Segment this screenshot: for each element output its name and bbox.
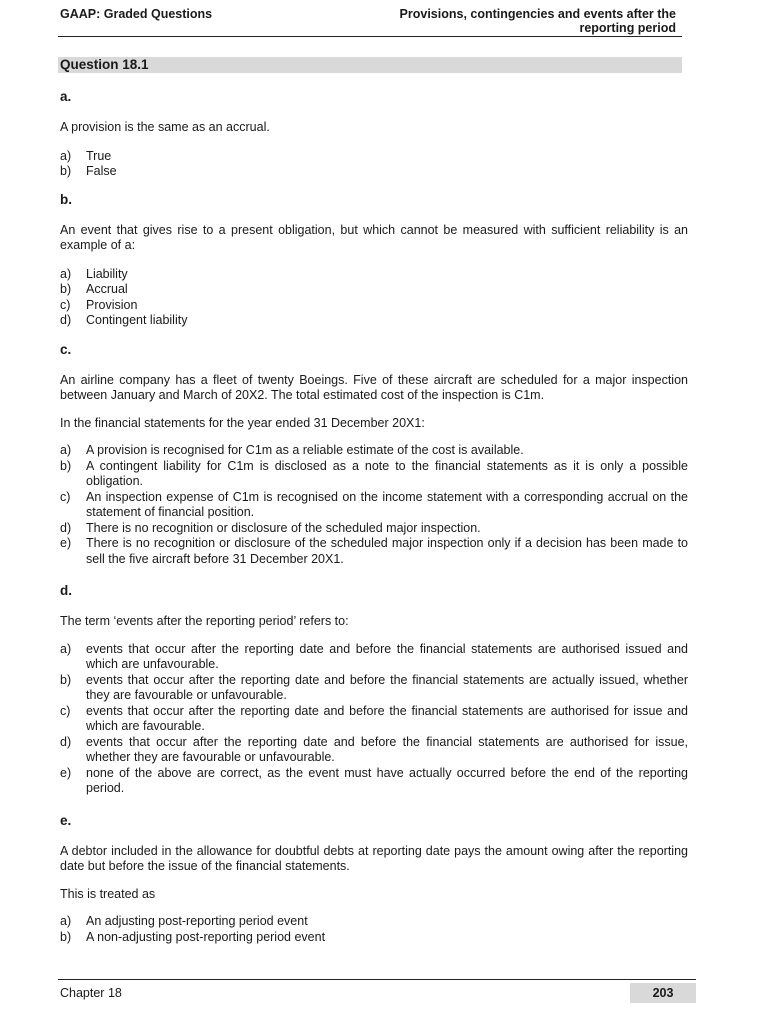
option-item [60, 536, 688, 567]
header-chapter-title-line1: Provisions, contingencies and events after the [399, 7, 676, 21]
page-content [58, 57, 688, 945]
option-letter: a) [60, 148, 72, 163]
question-text: An event that gives rise to a present obligation, but which cannot be measured with sufficient reliability is an example of a: [60, 222, 688, 252]
option-letter: b) [60, 282, 72, 296]
question-part-e [58, 813, 688, 946]
part-label: a. [60, 89, 72, 104]
option-list [60, 914, 688, 945]
option-letter: b) [60, 164, 72, 178]
option-item [60, 313, 688, 329]
question-part-d [58, 583, 688, 797]
option-letter: d) [60, 734, 72, 749]
option-text: There is no recognition or disclosure of the scheduled major inspection. [86, 520, 481, 535]
option-text: False [86, 164, 117, 178]
option-item [60, 459, 688, 490]
option-text: True [86, 148, 112, 163]
part-label: d. [60, 583, 72, 598]
part-label: b. [60, 191, 72, 207]
option-text: events that occur after the reporting date and before the financial statements are actually issued, whether they are favourable or unfavourable. [86, 672, 688, 702]
option-text: There is no recognition or disclosure of the scheduled major inspection only if a decision has been made to sell the five aircraft before 31 December 20X1. [86, 536, 688, 566]
option-letter: b) [60, 672, 72, 687]
option-item [60, 704, 688, 735]
option-item [60, 490, 688, 521]
option-text: events that occur after the reporting date and before the financial statements are authorised for issue, whether they are favourable or unfavourable. [86, 734, 688, 764]
option-letter: a) [60, 443, 72, 457]
question-title: Question 18.1 [58, 57, 682, 73]
header-book-title: GAAP: Graded Questions [60, 7, 213, 21]
page-header [58, 7, 682, 37]
option-letter: d) [60, 313, 72, 327]
option-letter: e) [60, 536, 72, 550]
header-chapter-title-line2: reporting period [579, 21, 676, 35]
option-text: A non-adjusting post-reporting period event [86, 929, 326, 944]
option-list [60, 267, 688, 329]
option-item [60, 282, 688, 298]
page-footer [58, 979, 696, 1005]
footer-chapter: Chapter 18 [60, 986, 122, 1000]
question-text: A debtor included in the allowance for doubtful debts at reporting date pays the amount owing after the reporting date but before the issue of the financial statements. [60, 843, 688, 873]
option-letter: a) [60, 641, 72, 656]
option-letter: a) [60, 266, 72, 281]
option-list [60, 642, 688, 797]
option-item [60, 521, 688, 537]
question-part-c [58, 342, 688, 568]
option-text: Contingent liability [86, 313, 188, 327]
option-item [60, 930, 688, 946]
option-text: Accrual [86, 282, 128, 296]
part-label: e. [60, 812, 72, 828]
option-item [60, 735, 688, 766]
option-text: Liability [86, 266, 128, 281]
option-letter: d) [60, 520, 72, 535]
option-item [60, 914, 688, 930]
option-list [60, 149, 688, 180]
question-text: The term ‘events after the reporting period’ refers to: [60, 614, 349, 628]
option-text: A contingent liability for C1m is disclosed as a note to the financial statements as it is only a possible obligation. [86, 458, 688, 488]
option-list [60, 443, 688, 567]
question-text: An airline company has a fleet of twenty Boeings. Five of these aircraft are scheduled for a major inspection between January and March of 20X2. The total estimated cost of the inspection is C1m. [60, 372, 688, 402]
header-chapter-title [400, 7, 676, 35]
question-text: In the financial statements for the year ended 31 December 20X1: [60, 415, 425, 430]
question-part-b [58, 192, 688, 329]
part-label: c. [60, 341, 72, 357]
page-number: 203 [630, 983, 696, 1003]
option-item [60, 443, 688, 459]
question-text: A provision is the same as an accrual. [60, 120, 270, 134]
option-item [60, 766, 688, 797]
option-text: Provision [86, 297, 138, 312]
option-letter: b) [60, 458, 72, 473]
option-text: An adjusting post-reporting period event [86, 914, 308, 928]
option-letter: c) [60, 489, 71, 504]
option-text: events that occur after the reporting date and before the financial statements are authorised for issue and which are favourable. [86, 703, 688, 733]
option-item [60, 149, 688, 165]
option-letter: e) [60, 765, 72, 780]
option-text: A provision is recognised for C1m as a reliable estimate of the cost is available. [86, 443, 524, 457]
option-text: events that occur after the reporting date and before the financial statements are authorised issued and which are unfavourable. [86, 641, 688, 671]
question-part-a [58, 89, 688, 180]
option-letter: c) [60, 703, 71, 718]
option-item [60, 164, 688, 180]
option-item [60, 298, 688, 314]
option-letter: c) [60, 297, 71, 312]
option-item [60, 267, 688, 283]
option-item [60, 673, 688, 704]
option-text: none of the above are correct, as the event must have actually occurred before the end of the reporting period. [86, 765, 688, 795]
option-text: An inspection expense of C1m is recognised on the income statement with a corresponding accrual on the statement of financial position. [86, 489, 688, 519]
option-item [60, 642, 688, 673]
option-letter: a) [60, 914, 72, 928]
question-text: This is treated as [60, 886, 156, 901]
option-letter: b) [60, 929, 72, 944]
